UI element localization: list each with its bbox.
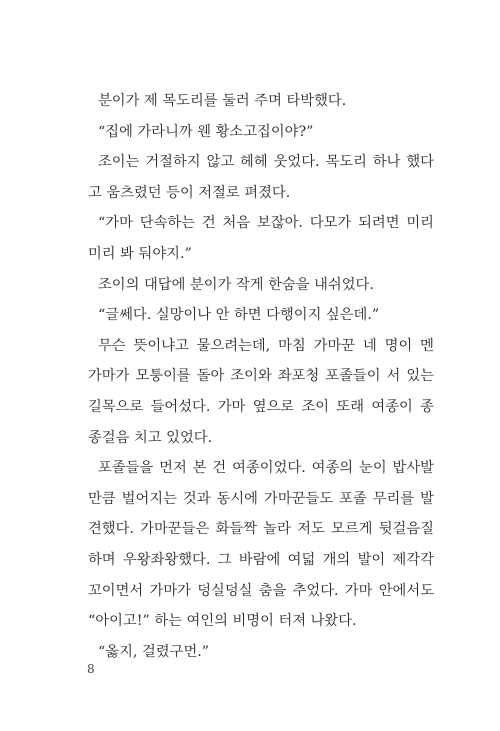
page-number: 8 — [87, 662, 95, 676]
text-line: 미리 봐 둬야지.” — [88, 245, 192, 262]
text-line: “가마 단속하는 건 처음 보잖아. 다모가 되려면 미리 — [98, 215, 434, 232]
text-line: 꼬이면서 가마가 덩실덩실 춤을 추었다. 가마 안에서도 — [88, 582, 434, 599]
text-line: 조이는 거절하지 않고 헤헤 웃었다. 목도리 하나 했다 — [98, 154, 434, 171]
text-line: 고 움츠렸던 등이 저절로 펴졌다. — [88, 184, 291, 201]
text-line: 길목으로 들어섰다. 가마 옆으로 조이 또래 여종이 종 — [88, 398, 434, 415]
text-line: 조이의 대답에 분이가 작게 한숨을 내쉬었다. — [98, 276, 374, 293]
text-line: 가마가 모퉁이를 돌아 조이와 좌포청 포졸들이 서 있는 — [88, 368, 434, 385]
text-line: 무슨 뜻이냐고 물으려는데, 마침 가마꾼 네 명이 멘 — [98, 337, 434, 354]
text-line: 포졸들을 먼저 본 건 여종이었다. 여종의 눈이 밥사발 — [98, 460, 434, 477]
text-line: 분이가 제 목도리를 둘러 주며 타박했다. — [98, 93, 347, 109]
text-line: “옳지, 걸렸구먼.” — [98, 643, 210, 660]
text-line: 종걸음 치고 있었다. — [88, 429, 213, 446]
text-line: 견했다. 가마꾼들은 화들짝 놀라 저도 모르게 뒷걸음질 — [88, 521, 434, 538]
text-line: “글쎄다. 실망이나 안 하면 다행이지 싶은데.” — [98, 307, 380, 324]
text-line: 하며 우왕좌왕했다. 그 바람에 여덟 개의 발이 제각각 — [88, 551, 434, 568]
text-line: 만큼 벌어지는 것과 동시에 가마꾼들도 포졸 무리를 발 — [88, 490, 434, 507]
body-text — [88, 86, 434, 667]
text-line: “집에 가라니까 웬 황소고집이야?” — [98, 123, 314, 140]
text-line: “아이고!” 하는 여인의 비명이 터져 나왔다. — [88, 613, 357, 630]
